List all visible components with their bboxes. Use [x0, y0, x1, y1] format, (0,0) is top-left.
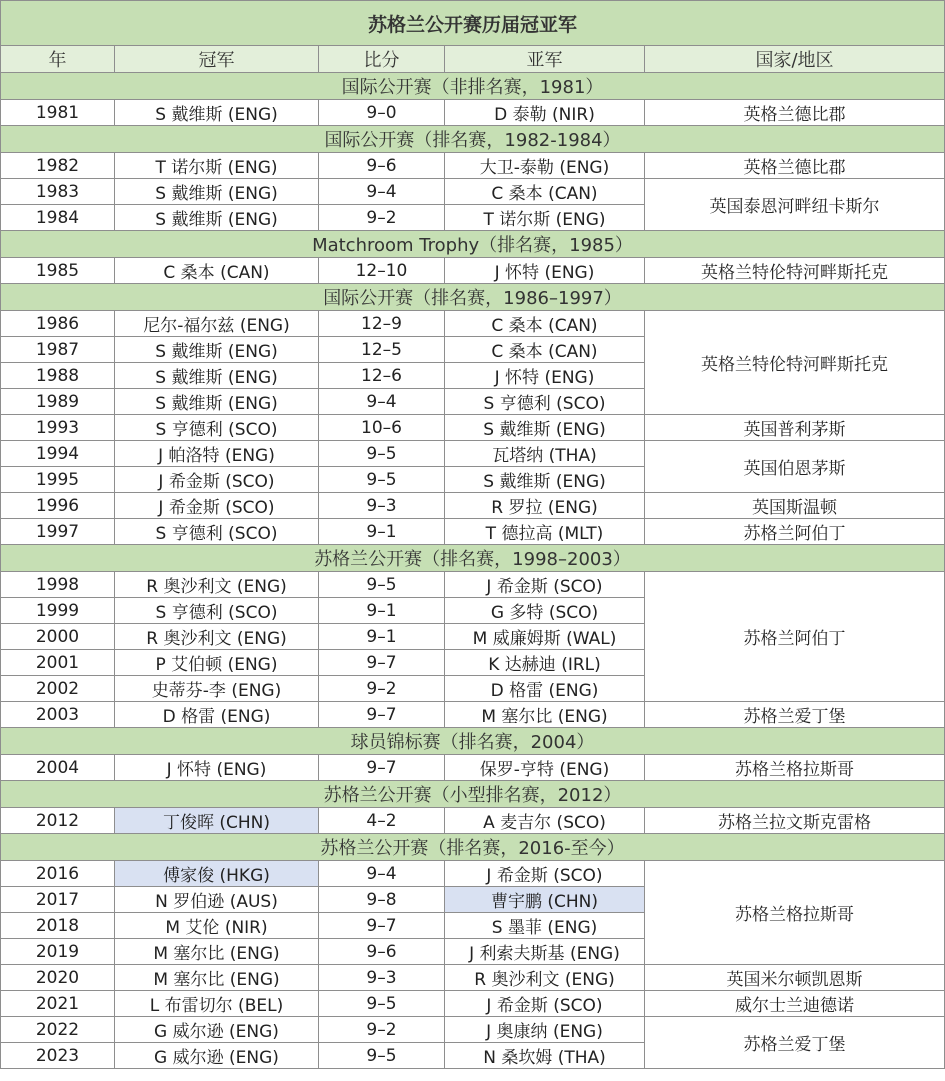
year-cell: 1983 — [1, 179, 115, 205]
score-cell: 9–8 — [319, 887, 445, 913]
score-cell: 9–2 — [319, 1017, 445, 1043]
header-score: 比分 — [319, 46, 445, 73]
table-row — [1, 179, 945, 205]
venue-cell: 苏格兰爱丁堡 — [645, 1017, 945, 1069]
section-header — [1, 73, 945, 100]
section-label: 国际公开赛（排名赛，1982-1984） — [1, 126, 945, 153]
year-cell: 1988 — [1, 363, 115, 389]
score-cell: 4–2 — [319, 808, 445, 834]
table-row — [1, 153, 945, 179]
table-title: 苏格兰公开赛历届冠亚军 — [1, 1, 945, 46]
score-cell: 9–7 — [319, 650, 445, 676]
score-cell: 9–4 — [319, 389, 445, 415]
winner-cell: M 艾伦 (NIR) — [115, 913, 319, 939]
runner-up-cell-highlighted: 曹宇鹏 (CHN) — [445, 887, 645, 913]
score-cell: 9–2 — [319, 205, 445, 231]
runner-up-cell: 大卫-泰勒 (ENG) — [445, 153, 645, 179]
winner-cell: M 塞尔比 (ENG) — [115, 939, 319, 965]
winner-cell: 尼尔-福尔兹 (ENG) — [115, 311, 319, 337]
winner-cell: N 罗伯逊 (AUS) — [115, 887, 319, 913]
winner-cell: J 帕洛特 (ENG) — [115, 441, 319, 467]
score-cell: 9–3 — [319, 493, 445, 519]
venue-cell: 苏格兰格拉斯哥 — [645, 755, 945, 781]
table-row — [1, 258, 945, 284]
score-cell: 9–1 — [319, 624, 445, 650]
winner-cell: G 威尔逊 (ENG) — [115, 1017, 319, 1043]
header-year: 年 — [1, 46, 115, 73]
year-cell: 2000 — [1, 624, 115, 650]
winner-cell: C 桑本 (CAN) — [115, 258, 319, 284]
runner-up-cell: N 桑坎姆 (THA) — [445, 1043, 645, 1069]
winner-cell: R 奥沙利文 (ENG) — [115, 572, 319, 598]
year-cell: 2023 — [1, 1043, 115, 1069]
table-row — [1, 808, 945, 834]
runner-up-cell: J 奥康纳 (ENG) — [445, 1017, 645, 1043]
runner-up-cell: R 奥沙利文 (ENG) — [445, 965, 645, 991]
runner-up-cell: J 希金斯 (SCO) — [445, 991, 645, 1017]
runner-up-cell: D 格雷 (ENG) — [445, 676, 645, 702]
year-cell: 1995 — [1, 467, 115, 493]
year-cell: 2018 — [1, 913, 115, 939]
section-label: 苏格兰公开赛（排名赛，2016-至今） — [1, 834, 945, 861]
runner-up-cell: S 戴维斯 (ENG) — [445, 467, 645, 493]
runner-up-cell: C 桑本 (CAN) — [445, 179, 645, 205]
runner-up-cell: S 亨德利 (SCO) — [445, 389, 645, 415]
header-runner-up: 亚军 — [445, 46, 645, 73]
year-cell: 1981 — [1, 100, 115, 126]
year-cell: 2003 — [1, 702, 115, 728]
table-row — [1, 100, 945, 126]
section-header — [1, 231, 945, 258]
score-cell: 9–5 — [319, 991, 445, 1017]
runner-up-cell: J 希金斯 (SCO) — [445, 572, 645, 598]
venue-cell: 威尔士兰迪德诺 — [645, 991, 945, 1017]
venue-cell: 英格兰特伦特河畔斯托克 — [645, 258, 945, 284]
score-cell: 9–7 — [319, 702, 445, 728]
table-row — [1, 441, 945, 467]
section-label: 国际公开赛（非排名赛，1981） — [1, 73, 945, 100]
winner-cell: J 希金斯 (SCO) — [115, 467, 319, 493]
winner-cell: S 亨德利 (SCO) — [115, 598, 319, 624]
year-cell: 2022 — [1, 1017, 115, 1043]
score-cell: 9–3 — [319, 965, 445, 991]
year-cell: 2004 — [1, 755, 115, 781]
winner-cell: S 戴维斯 (ENG) — [115, 100, 319, 126]
section-label: 苏格兰公开赛（小型排名赛，2012） — [1, 781, 945, 808]
runner-up-cell: M 威廉姆斯 (WAL) — [445, 624, 645, 650]
year-cell: 2019 — [1, 939, 115, 965]
runner-up-cell: T 德拉高 (MLT) — [445, 519, 645, 545]
score-cell: 9–0 — [319, 100, 445, 126]
score-cell: 10–6 — [319, 415, 445, 441]
venue-cell: 英国斯温顿 — [645, 493, 945, 519]
venue-cell: 苏格兰格拉斯哥 — [645, 861, 945, 965]
winner-cell: 史蒂芬-李 (ENG) — [115, 676, 319, 702]
year-cell: 2017 — [1, 887, 115, 913]
year-cell: 1989 — [1, 389, 115, 415]
venue-cell: 英国米尔顿凯恩斯 — [645, 965, 945, 991]
section-header — [1, 545, 945, 572]
runner-up-cell: C 桑本 (CAN) — [445, 311, 645, 337]
year-cell: 1997 — [1, 519, 115, 545]
venue-cell: 英国伯恩茅斯 — [645, 441, 945, 493]
runner-up-cell: J 怀特 (ENG) — [445, 363, 645, 389]
section-header — [1, 284, 945, 311]
table-row — [1, 755, 945, 781]
score-cell: 12–9 — [319, 311, 445, 337]
year-cell: 1987 — [1, 337, 115, 363]
table-row — [1, 493, 945, 519]
year-cell: 2016 — [1, 861, 115, 887]
table-row — [1, 519, 945, 545]
section-header — [1, 728, 945, 755]
score-cell: 9–2 — [319, 676, 445, 702]
winner-cell: S 戴维斯 (ENG) — [115, 389, 319, 415]
score-cell: 9–6 — [319, 939, 445, 965]
runner-up-cell: J 怀特 (ENG) — [445, 258, 645, 284]
runner-up-cell: C 桑本 (CAN) — [445, 337, 645, 363]
winner-cell: R 奥沙利文 (ENG) — [115, 624, 319, 650]
score-cell: 9–5 — [319, 467, 445, 493]
winner-cell: S 戴维斯 (ENG) — [115, 205, 319, 231]
section-label: 国际公开赛（排名赛，1986–1997） — [1, 284, 945, 311]
runner-up-cell: J 利索夫斯基 (ENG) — [445, 939, 645, 965]
year-cell: 1984 — [1, 205, 115, 231]
winner-cell-highlighted: 丁俊晖 (CHN) — [115, 808, 319, 834]
header-winner: 冠军 — [115, 46, 319, 73]
score-cell: 9–5 — [319, 572, 445, 598]
winner-cell: D 格雷 (ENG) — [115, 702, 319, 728]
year-cell: 1998 — [1, 572, 115, 598]
runner-up-cell: D 泰勒 (NIR) — [445, 100, 645, 126]
score-cell: 9–5 — [319, 1043, 445, 1069]
runner-up-cell: T 诺尔斯 (ENG) — [445, 205, 645, 231]
table-row — [1, 415, 945, 441]
section-header — [1, 126, 945, 153]
venue-cell: 英格兰德比郡 — [645, 100, 945, 126]
venue-cell: 英格兰德比郡 — [645, 153, 945, 179]
table-row — [1, 991, 945, 1017]
section-label: Matchroom Trophy（排名赛，1985） — [1, 231, 945, 258]
header-row — [1, 46, 945, 73]
winner-cell: G 威尔逊 (ENG) — [115, 1043, 319, 1069]
winner-cell-highlighted: 傅家俊 (HKG) — [115, 861, 319, 887]
year-cell: 1996 — [1, 493, 115, 519]
year-cell: 1986 — [1, 311, 115, 337]
winner-cell: L 布雷切尔 (BEL) — [115, 991, 319, 1017]
runner-up-cell: G 多特 (SCO) — [445, 598, 645, 624]
score-cell: 9–5 — [319, 441, 445, 467]
year-cell: 1982 — [1, 153, 115, 179]
venue-cell: 苏格兰阿伯丁 — [645, 572, 945, 702]
year-cell: 2012 — [1, 808, 115, 834]
section-header — [1, 834, 945, 861]
section-label: 球员锦标赛（排名赛，2004） — [1, 728, 945, 755]
year-cell: 1994 — [1, 441, 115, 467]
score-cell: 12–6 — [319, 363, 445, 389]
winner-cell: M 塞尔比 (ENG) — [115, 965, 319, 991]
table-row — [1, 965, 945, 991]
score-cell: 9–7 — [319, 913, 445, 939]
score-cell: 12–10 — [319, 258, 445, 284]
winner-cell: J 希金斯 (SCO) — [115, 493, 319, 519]
runner-up-cell: S 墨菲 (ENG) — [445, 913, 645, 939]
venue-cell: 英格兰特伦特河畔斯托克 — [645, 311, 945, 415]
runner-up-cell: R 罗拉 (ENG) — [445, 493, 645, 519]
venue-cell: 英国普利茅斯 — [645, 415, 945, 441]
table-row — [1, 702, 945, 728]
score-cell: 9–1 — [319, 519, 445, 545]
venue-cell: 英国泰恩河畔纽卡斯尔 — [645, 179, 945, 231]
section-header — [1, 781, 945, 808]
runner-up-cell: K 达赫迪 (IRL) — [445, 650, 645, 676]
score-cell: 9–4 — [319, 861, 445, 887]
table-row — [1, 861, 945, 887]
table-row — [1, 311, 945, 337]
year-cell: 1993 — [1, 415, 115, 441]
year-cell: 2020 — [1, 965, 115, 991]
winner-cell: S 亨德利 (SCO) — [115, 415, 319, 441]
runner-up-cell: J 希金斯 (SCO) — [445, 861, 645, 887]
section-label: 苏格兰公开赛（排名赛，1998–2003） — [1, 545, 945, 572]
score-cell: 12–5 — [319, 337, 445, 363]
winner-cell: S 戴维斯 (ENG) — [115, 363, 319, 389]
runner-up-cell: S 戴维斯 (ENG) — [445, 415, 645, 441]
title-row — [1, 1, 945, 46]
year-cell: 1985 — [1, 258, 115, 284]
score-cell: 9–6 — [319, 153, 445, 179]
winner-cell: S 戴维斯 (ENG) — [115, 179, 319, 205]
winner-cell: P 艾伯顿 (ENG) — [115, 650, 319, 676]
venue-cell: 苏格兰爱丁堡 — [645, 702, 945, 728]
runner-up-cell: A 麦吉尔 (SCO) — [445, 808, 645, 834]
year-cell: 2021 — [1, 991, 115, 1017]
year-cell: 2002 — [1, 676, 115, 702]
header-venue: 国家/地区 — [645, 46, 945, 73]
winner-cell: T 诺尔斯 (ENG) — [115, 153, 319, 179]
venue-cell: 苏格兰阿伯丁 — [645, 519, 945, 545]
table-row — [1, 1017, 945, 1043]
year-cell: 2001 — [1, 650, 115, 676]
score-cell: 9–4 — [319, 179, 445, 205]
runner-up-cell: M 塞尔比 (ENG) — [445, 702, 645, 728]
winner-cell: S 戴维斯 (ENG) — [115, 337, 319, 363]
winner-cell: J 怀特 (ENG) — [115, 755, 319, 781]
score-cell: 9–7 — [319, 755, 445, 781]
table-row — [1, 572, 945, 598]
runner-up-cell: 瓦塔纳 (THA) — [445, 441, 645, 467]
winner-cell: S 亨德利 (SCO) — [115, 519, 319, 545]
venue-cell: 苏格兰拉文斯克雷格 — [645, 808, 945, 834]
score-cell: 9–1 — [319, 598, 445, 624]
year-cell: 1999 — [1, 598, 115, 624]
runner-up-cell: 保罗-亨特 (ENG) — [445, 755, 645, 781]
